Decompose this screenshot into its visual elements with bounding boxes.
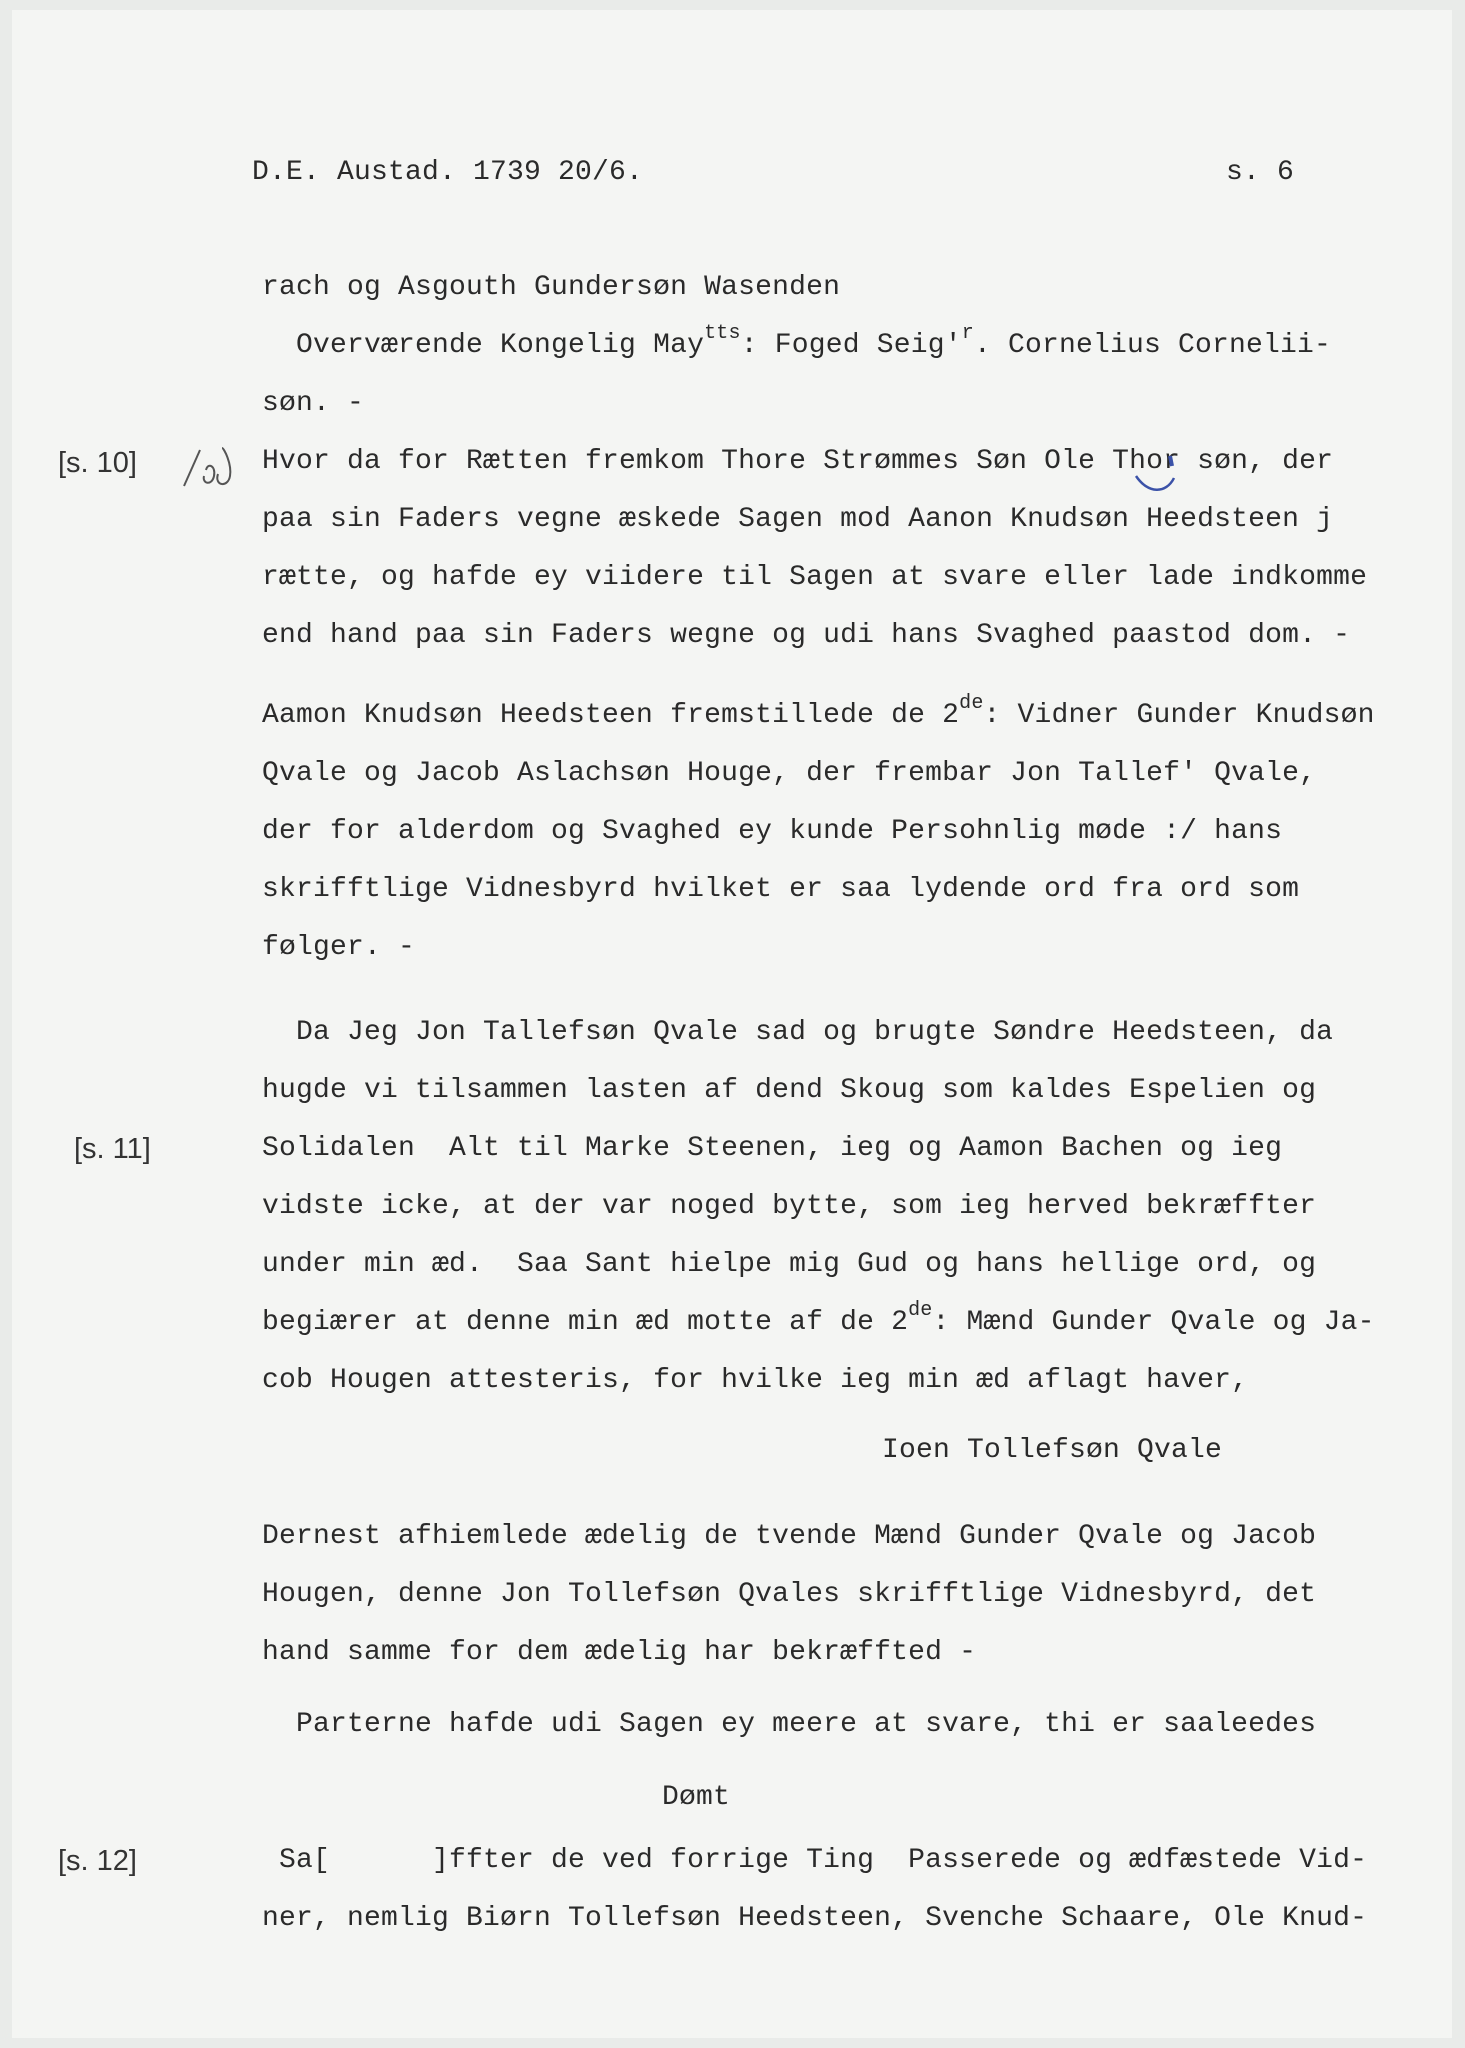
text-line: under min æd. Saa Sant hielpe mig Gud og hans hellige ord, og [262,1249,1317,1280]
margin-reference: [s. 11] [74,1133,151,1165]
text-line: der for alderdom og Svaghed ey kunde Persohnlig møde :/ hans [262,816,1283,847]
text-line: vidste icke, at der var noged bytte, som ieg herved bekræffter [262,1191,1317,1222]
text-line: ner, nemlig Biørn Tollefsøn Heedsteen, Svenche Schaare, Ole Knud- [262,1903,1368,1934]
handwritten-annotation [178,446,248,490]
text-line: Sa[ ]ffter de ved forrige Ting Passerede og ædfæstede Vid- [262,1845,1368,1876]
superscript: de [959,692,984,715]
header-left: D.E. Austad. 1739 20/6. [252,157,644,188]
text-line: Qvale og Jacob Aslachsøn Houge, der frembar Jon Tallef' Qvale, [262,758,1317,789]
text-line: hugde vi tilsammen lasten af dend Skoug som kaldes Espelien og [262,1075,1317,1106]
text-run: Aamon Knudsøn Heedsteen fremstillede de 2 [262,700,960,731]
text-line [262,322,1331,363]
text-run: begiærer at denne min æd motte af de 2 [262,1307,909,1338]
text-line: Hvor da for Rætten fremkom Thore Strømmes Søn Ole Thor søn, der [262,446,1334,477]
text-line: Hougen, denne Jon Tollefsøn Qvales skrifftlige Vidnesbyrd, det [262,1579,1317,1610]
header-page-number: s. 6 [1226,157,1295,188]
text-run: : Mænd Gunder Qvale og Ja- [932,1307,1375,1338]
section-heading: Dømt [662,1782,731,1813]
text-line: Da Jeg Jon Tallefsøn Qvale sad og brugte Søndre Heedsteen, da [262,1017,1334,1048]
text-run: : Foged Seig' [740,330,962,361]
superscript: r [961,322,974,345]
text-run: : Vidner Gunder Knudsøn [983,700,1375,731]
text-line: paa sin Faders vegne æskede Sagen mod Aanon Knudsøn Heedsteen j [262,504,1334,535]
text-run: Overværende Kongelig May [262,330,705,361]
text-line [262,692,1375,733]
text-line: skrifftlige Vidnesbyrd hvilket er saa lydende ord fra ord som [262,874,1300,905]
text-line: Dernest afhiemlede ædelig de tvende Mænd Gunder Qvale og Jacob [262,1521,1317,1552]
superscript: de [908,1299,933,1322]
margin-reference: [s. 12] [58,1845,137,1877]
text-line: Solidalen Alt til Marke Steenen, ieg og Aamon Bachen og ieg [262,1133,1283,1164]
text-line: end hand paa sin Faders wegne og udi hans Svaghed paastod dom. - [262,620,1351,651]
text-run: . Cornelius Cornelii- [973,330,1331,361]
text-line: hand samme for dem ædelig har bekræffted - [262,1637,977,1668]
superscript: tts [704,322,741,345]
signature-line: Ioen Tollefsøn Qvale [882,1435,1223,1466]
text-line: rætte, og hafde ey viidere til Sagen at svare eller lade indkomme [262,562,1368,593]
pen-correction-mark [1134,454,1244,494]
margin-reference: [s. 10] [58,447,137,479]
text-line [262,1299,1375,1340]
text-line: Parterne hafde udi Sagen ey meere at svare, thi er saaleedes [262,1709,1317,1740]
text-line: rach og Asgouth Gundersøn Wasenden [262,272,841,303]
text-line: følger. - [262,932,416,963]
text-line: søn. - [262,388,365,419]
document-page [12,10,1452,2038]
text-line: cob Hougen attesteris, for hvilke ieg min æd aflagt haver, [262,1365,1249,1396]
